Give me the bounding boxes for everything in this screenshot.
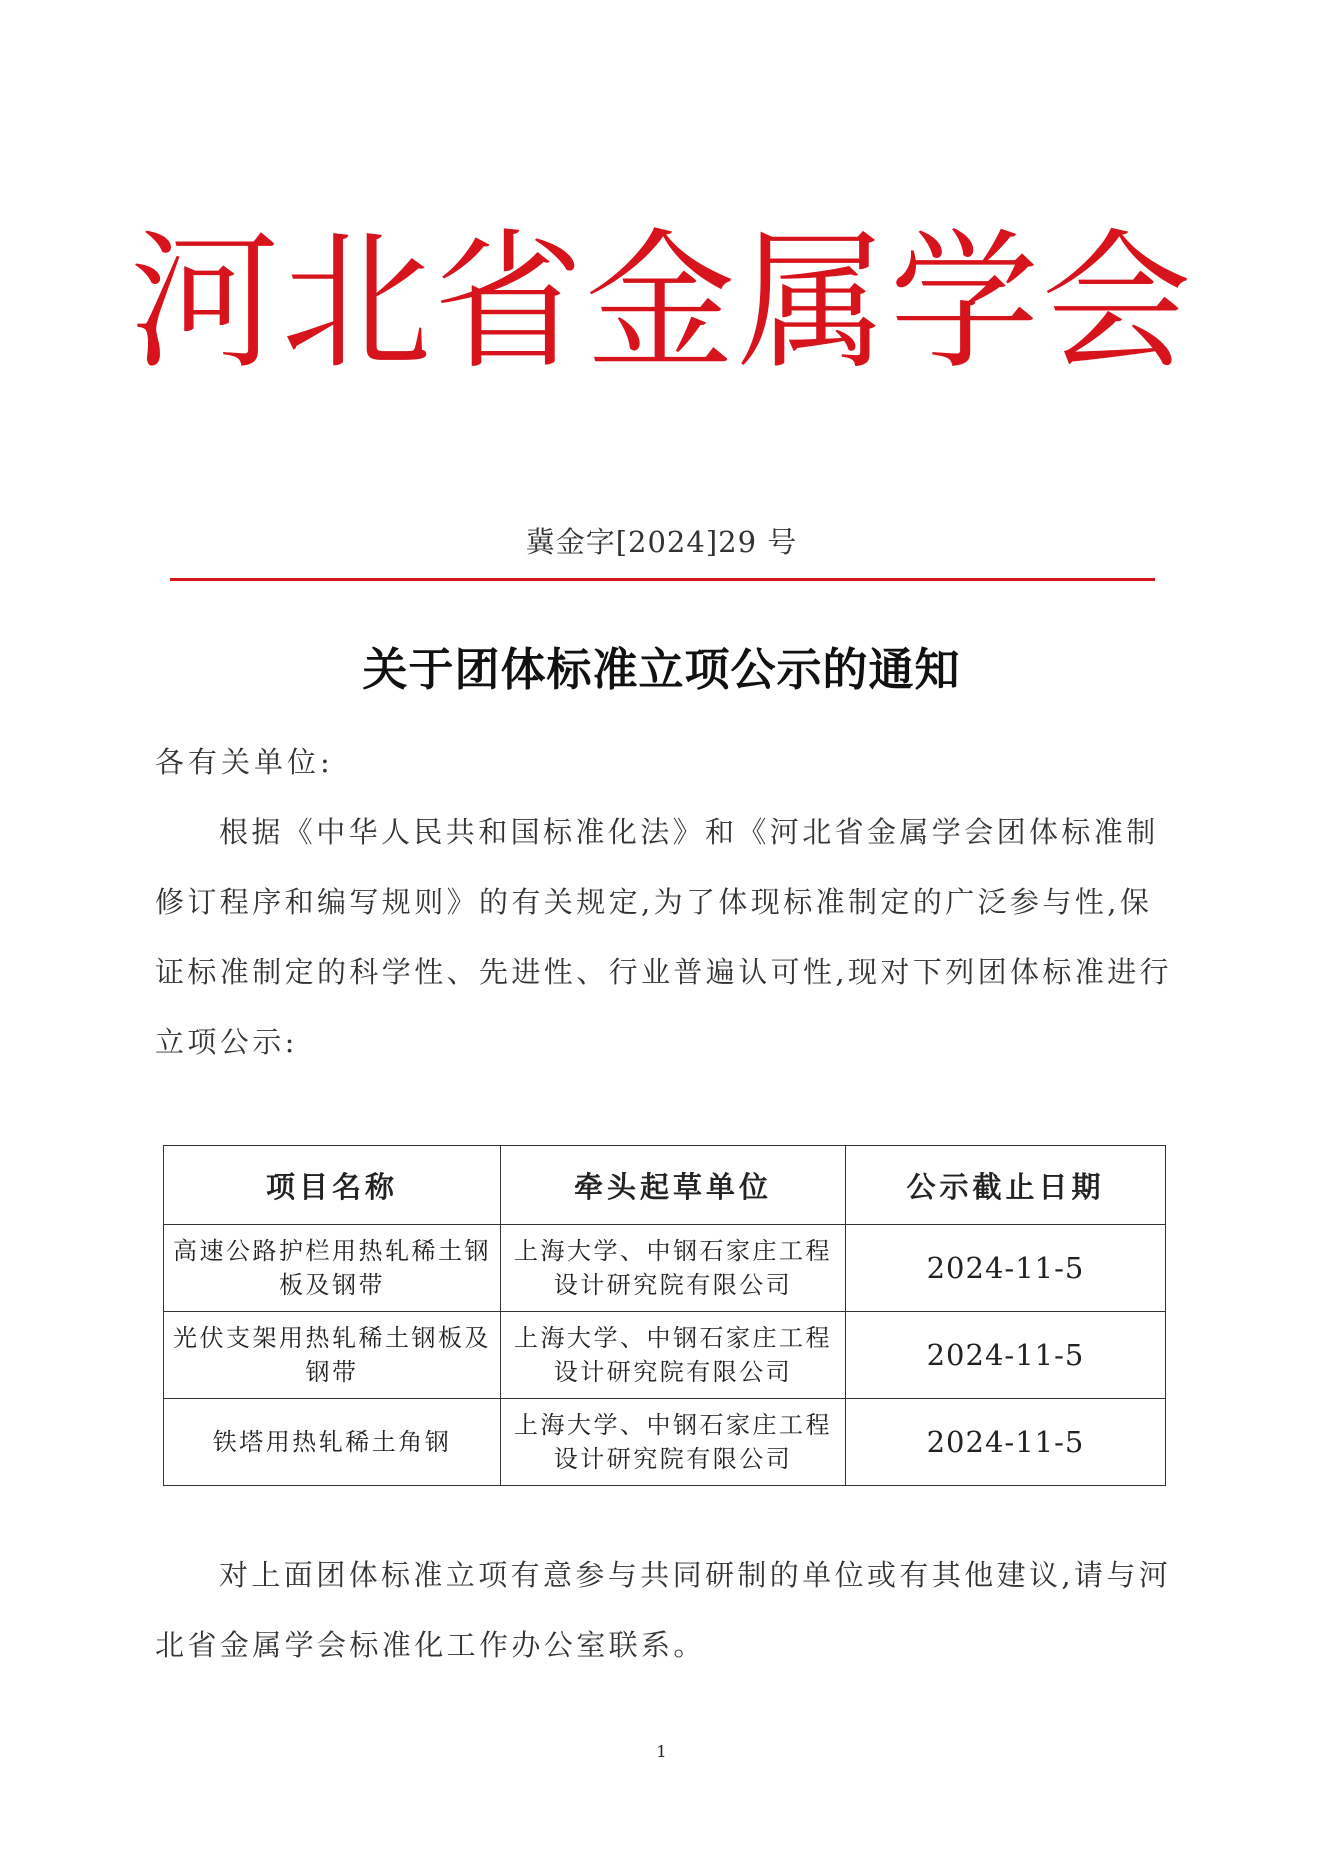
lead-unit-cell: 上海大学、中钢石家庄工程设计研究院有限公司 xyxy=(501,1399,846,1486)
table-header-row xyxy=(164,1146,1166,1225)
project-table xyxy=(163,1145,1166,1486)
deadline-cell: 2024-11-5 xyxy=(846,1312,1166,1399)
closing-paragraph: 对上面团体标准立项有意参与共同研制的单位或有其他建议,请与河北省金属学会标准化工作办公室联系。 xyxy=(155,1558,1172,1662)
project-name-cell: 高速公路护栏用热轧稀土钢板及钢带 xyxy=(164,1225,501,1312)
letterhead-org-name: 河北省金属学会 xyxy=(129,216,1194,390)
document-number: 冀金字[2024]29 号 xyxy=(525,525,798,559)
column-header-deadline: 公示截止日期 xyxy=(846,1146,1166,1225)
table-row xyxy=(164,1312,1166,1399)
lead-unit-cell: 上海大学、中钢石家庄工程设计研究院有限公司 xyxy=(501,1225,846,1312)
notice-title: 关于团体标准立项公示的通知 xyxy=(362,643,961,696)
salutation: 各有关单位: xyxy=(155,745,334,779)
page-number: 1 xyxy=(656,1742,667,1761)
column-header-lead-unit: 牵头起草单位 xyxy=(501,1146,846,1225)
deadline-cell: 2024-11-5 xyxy=(846,1399,1166,1486)
table-row xyxy=(164,1399,1166,1486)
column-header-project-name: 项目名称 xyxy=(164,1146,501,1225)
lead-unit-cell: 上海大学、中钢石家庄工程设计研究院有限公司 xyxy=(501,1312,846,1399)
table-row xyxy=(164,1225,1166,1312)
project-name-cell: 铁塔用热轧稀土角钢 xyxy=(164,1399,501,1486)
deadline-cell: 2024-11-5 xyxy=(846,1225,1166,1312)
project-name-cell: 光伏支架用热轧稀土钢板及钢带 xyxy=(164,1312,501,1399)
red-divider-line xyxy=(170,578,1155,581)
intro-paragraph: 根据《中华人民共和国标准化法》和《河北省金属学会团体标准制修订程序和编写规则》的有关规定,为了体现标准制定的广泛参与性,保证标准制定的科学性、先进性、行业普遍认可性,现对下列团体标准进行立项公示: xyxy=(155,815,1173,1059)
